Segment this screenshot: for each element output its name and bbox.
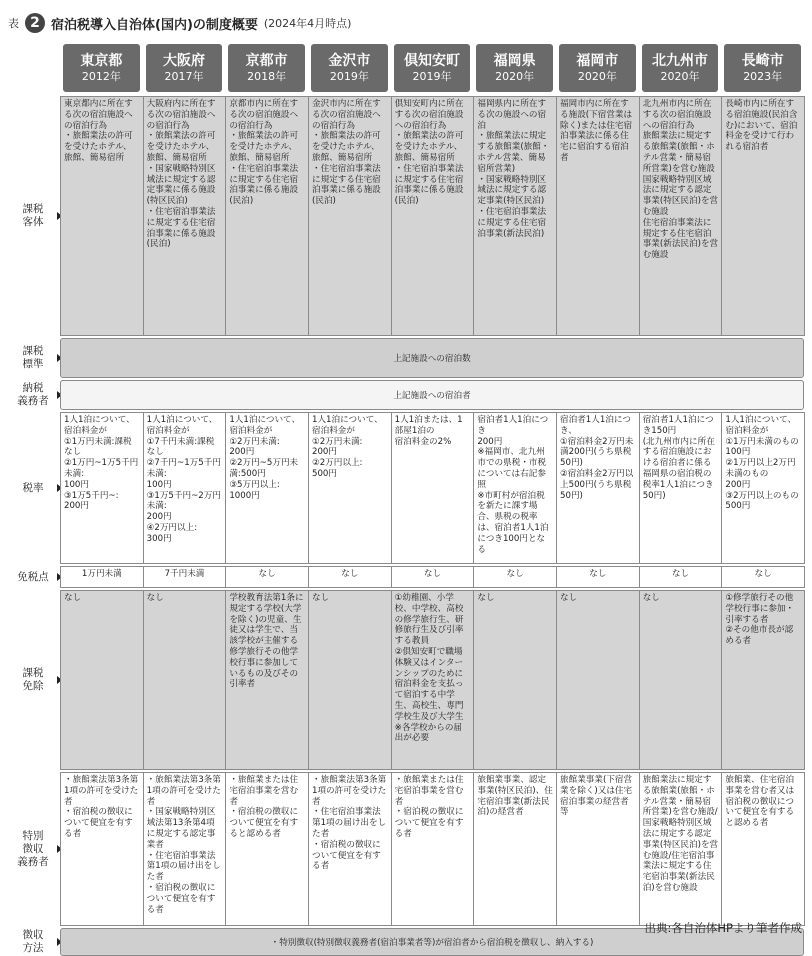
exemption-point-cell: なし [639,566,723,588]
exemption-point-cell: なし [473,566,557,588]
table-prefix: 表 [8,17,19,30]
municipality-year: 2023年 [743,70,783,83]
municipality-name: 大阪府 [162,53,205,69]
municipality-year: 2019年 [412,70,452,83]
special-collector-cell: ・旅館業法第3条第1項の許可を受けた者 ・宿泊税の徴収について便宜を有する者 [60,772,144,926]
municipality-header [228,44,305,92]
tax-rate-cell: 1人1泊について、宿泊料金が ①7千円未満:課税なし ②7千円~1万5千円未満: 100円 ③1万5千円~2万円未満: 200円 ④2万円以上: 300円 [143,412,227,564]
taxpayer-cell: 上記施設への宿泊者 [60,380,804,410]
tax-rate-cell: 宿泊者1人1泊につき 200円 ※福岡市、北九州市での県税・市税については右記参照 ※市町村が宿泊税を新たに課す場合、県税の税率は、宿泊者1人1泊につき100円となる [473,412,557,564]
taxable-object-cell: 福岡県内に所在する次の施設への宿泊 ・旅館業法に規定する旅館業(旅館・ホテル営業、簡易宿所営業) ・国家戦略特別区域法に規定する認定事業(特区民泊) ・住宅宿泊事業法に規定する住宅宿泊事業(新法民泊) [473,96,557,336]
municipality-year: 2017年 [164,70,204,83]
tax-rate-cell: 宿泊者1人1泊につき、 ①宿泊料金2万円未満200円(うち県税50円) ②宿泊料金2万円以上500円(うち県税50円) [556,412,640,564]
municipality-name: 倶知安町 [404,53,460,69]
municipality-name: 長崎市 [741,53,784,69]
tax-exemption-cell: なし [639,590,723,770]
row-label-tax-rate: 税率 [8,412,58,564]
municipality-header [559,44,636,92]
row-label-tax-exemption: 課税 免除 [8,590,58,770]
municipality-year: 2020年 [660,70,700,83]
municipality-name: 東京都 [80,53,123,69]
municipality-header [394,44,471,92]
tax-exemption-cell: なし [556,590,640,770]
special-collector-cell: ・旅館業または住宅宿泊事業を営む者 ・宿泊税の徴収について便宜を有する者 [391,772,475,926]
municipality-year: 2012年 [81,70,121,83]
special-collector-cell: 旅館業、住宅宿泊事業を営む者又は宿泊税の徴収について便宜を有すると認める者 [721,772,805,926]
municipality-header [311,44,388,92]
municipality-header [476,44,553,92]
special-collector-cell: 旅館業法に規定する旅館業(旅館・ホテル営業・簡易宿所営業)を営む施設/国家戦略特別区域法に規定する認定事業(特区民泊)を営む施設/住宅宿泊事業法に規定する住宅宿泊事業(新法民泊)を営む施設 [639,772,723,926]
row-label-taxable-object: 課税 客体 [8,96,58,336]
tax-exemption-cell: なし [473,590,557,770]
municipality-year: 2020年 [495,70,535,83]
tax-exemption-cell: ①修学旅行その他学校行事に参加・引率する者 ②その他市長が認める者 [721,590,805,770]
municipality-header [724,44,801,92]
table-date: (2024年4月時点) [263,17,352,30]
row-label-taxpayer: 納税 義務者 [8,380,58,410]
special-collector-cell: 旅館業事業、認定事業(特区民泊)、住宅宿泊事業(新法民泊)の経営者 [473,772,557,926]
tax-exemption-cell: なし [60,590,144,770]
row-label-collection-method: 徴収 方法 [8,928,58,956]
exemption-point-cell: なし [225,566,309,588]
special-collector-cell: ・旅館業法第3条第1項の許可を受けた者 ・住宅宿泊事業法第1項の届け出をした者 ・宿泊税の徴収について便宜を有する者 [308,772,392,926]
special-collector-cell: ・旅館業法第3条第1項の許可を受けた者 ・国家戦略特別区域法第13条第4項に規定する認定事業者 ・住宅宿泊事業法第1項の届け出をした者 ・宿泊税の徴収について便宜を有する者 [143,772,227,926]
tax-exemption-cell: なし [143,590,227,770]
tax-rate-cell: 1人1泊について、宿泊料金が ①1万円未満:課税なし ②1万円~1万5千円未満: 100円 ③1万5千円~: 200円 [60,412,144,564]
tax-exemption-cell: ①幼稚園、小学校、中学校、高校の修学旅行生、研修旅行生及び引率する教員 ②倶知安町で職場体験又はインターンシップのために宿泊料金を支払って宿泊する中学生、高校生、専門学校生及び大学生 ※各学校からの届出が必要 [391,590,475,770]
table-title-text: 宿泊税導入自治体(国内)の制度概要 [51,17,258,33]
tax-exemption-cell: 学校教育法第1条に規定する学校(大学を除く)の児童、生徒又は学生で、当該学校が主催する修学旅行その他学校行事に参加しているもの及びその引率者 [225,590,309,770]
municipality-year: 2020年 [577,70,617,83]
table-number-badge: 2 [25,13,45,33]
tax-rate-cell: 宿泊者1人1泊につき150円 (北九州市内に所在する宿泊施設における宿泊者に係る福岡県の宿泊税の税率1人1泊につき50円) [639,412,723,564]
municipality-header [63,44,140,92]
municipality-year: 2018年 [247,70,287,83]
taxable-object-cell: 福岡市内に所在する施設(下宿営業は除く)または住宅宿泊事業法に係る住宅に宿泊する宿泊者 [556,96,640,336]
taxable-object-cell: 東京都内に所在する次の宿泊施設への宿泊行為 ・旅館業法の許可を受けたホテル、旅館、簡易宿所 [60,96,144,336]
exemption-point-cell: 7千円未満 [143,566,227,588]
tax-rate-cell: 1人1泊について、宿泊料金が ①2万円未満: 200円 ②2万円~5万円未満:500円 ③5万円以上: 1000円 [225,412,309,564]
municipality-header [642,44,719,92]
municipality-name: 福岡県 [493,53,536,69]
tax-exemption-cell: なし [308,590,392,770]
exemption-point-cell: なし [308,566,392,588]
municipality-name: 福岡市 [576,53,619,69]
tax-rate-cell: 1人1泊について、宿泊料金が ①1万円未満のもの100円 ②1万円以上2万円未満のもの 200円 ③2万円以上のもの500円 [721,412,805,564]
collection-method-cell: ・特別徴収(特別徴収義務者(宿泊事業者等)が宿泊者から宿泊税を徴収し、納入する) [60,928,804,956]
taxable-object-cell: 北九州市内に所在する次の宿泊施設への宿泊行為 旅館業法に規定する旅館業(旅館・ホテル営業・簡易宿所営業)を営む施設 国家戦略特別区域法に規定する認定事業(特区民泊)を営む施設 住宅宿泊事業法に規定する住宅宿泊事業(新法民泊)を営む施設 [639,96,723,336]
tax-rate-cell: 1人1泊について、宿泊料金が ①2万円未満: 200円 ②2万円以上: 500円 [308,412,392,564]
row-label-exemption-point: 免税点 [8,566,58,588]
taxable-object-cell: 大阪府内に所在する次の宿泊施設への宿泊行為 ・旅館業法の許可を受けたホテル、旅館、簡易宿所 ・国家戦略特別区域法に規定する認定事業に係る施設(特区民泊) ・住宅宿泊事業法に規定する住宅宿泊事業に係る施設(民泊) [143,96,227,336]
tax-base-cell: 上記施設への宿泊数 [60,338,804,378]
exemption-point-cell: なし [391,566,475,588]
row-label-special-collector: 特別 徴収 義務者 [8,772,58,926]
municipality-name: 北九州市 [652,53,709,69]
tax-rate-cell: 1人1泊または、1部屋1泊の 宿泊料金の2% [391,412,475,564]
exemption-point-cell: なし [721,566,805,588]
special-collector-cell: ・旅館業または住宅宿泊事業を営む者 ・宿泊税の徴収について便宜を有すると認める者 [225,772,309,926]
municipality-name: 金沢市 [328,53,371,69]
municipality-header [146,44,223,92]
row-label-tax-base: 課税 標準 [8,338,58,378]
exemption-point-cell: 1万円未満 [60,566,144,588]
municipality-name: 京都市 [245,53,288,69]
taxable-object-cell: 倶知安町内に所在する次の宿泊施設への宿泊行為 ・旅館業法の許可を受けたホテル、旅館、簡易宿所 ・住宅宿泊事業法に規定する住宅宿泊事業に係る施設(民泊) [391,96,475,336]
special-collector-cell: 旅館業事業(下宿営業を除く)又は住宅宿泊事業の経営者等 [556,772,640,926]
municipality-year: 2019年 [329,70,369,83]
table-title [8,12,351,34]
taxable-object-cell: 長崎市内に所在する宿泊施設(民泊含む)において、宿泊料金を受けて行われる宿泊者 [721,96,805,336]
source-note: 出典:各自治体HPより筆者作成 [644,921,802,935]
exemption-point-cell: なし [556,566,640,588]
taxable-object-cell: 金沢市内に所在する次の宿泊施設への宿泊行為 ・旅館業法の許可を受けたホテル、旅館、簡易宿所 ・住宅宿泊事業法に規定する住宅宿泊事業に係る施設(民泊) [308,96,392,336]
taxable-object-cell: 京都市内に所在する次の宿泊施設への宿泊行為 ・旅館業法の許可を受けたホテル、旅館、簡易宿所 ・住宅宿泊事業法に規定する住宅宿泊事業に係る施設(民泊) [225,96,309,336]
